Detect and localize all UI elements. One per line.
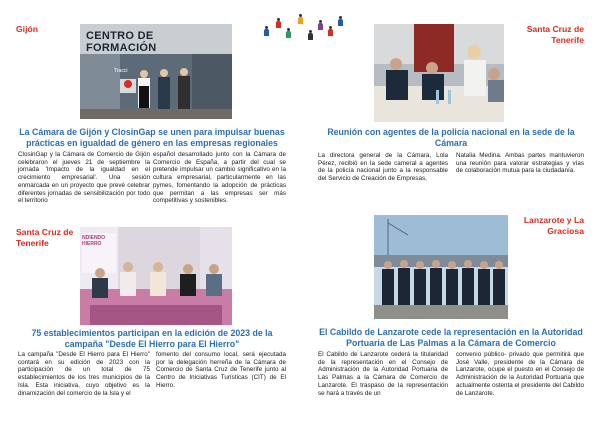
article-title: El Cabildo de Lanzarote cede la representación en la Autoridad Portuaria de Las Palmas a la Cámara de Comercio [319, 327, 583, 348]
article-column-1: El Cabildo de Lanzarote cederá la titularidad de la representación en el Consejo de Administración de la Autoridad Portuaria de Las Palmas a la Cámara de Comercio de Lanzarote. El traspaso de la representación se hará a través de un [318, 351, 448, 397]
article-photo [374, 24, 504, 122]
article-photo [80, 24, 232, 119]
article-column-2: español desarrollado junto con la Cámara de Comercio de España, a partir del cual se pretende impulsar un cambio significativo en la cultura empresarial, particularmente en las pymes, fomentando la adopción de prácticas que permitan a las empresas ser más competitivas y sostenibles. [153, 151, 286, 205]
location-label: Gijón [16, 24, 38, 34]
article-photo [374, 215, 508, 319]
photo-illustration [374, 24, 504, 122]
people-group-icon [262, 12, 344, 42]
article-photo [80, 227, 232, 325]
location-label: Santa Cruz de Tenerife [16, 227, 74, 248]
article-column-2: convenio público- privado que permitirá que José Valle, presidente de la Cámara de Lanzarote, ocupe el puesto en el Consejo de Administración de la Autoridad Portuaria que actualmente ostenta el presidente del Cabildo de Lanzarote. [456, 351, 584, 397]
article-column-1: ClosinGap y la Cámara de Comercio de Gijón celebraron el jueves 21 de septiembre la jornada 'Impacto de la igualdad en el crecimiento empresarial'. Una sesión enmarcada en un proyecto que prevé celebrar diferentes jornadas de sensibilización por todo el territorio [18, 151, 150, 205]
article-column-2: Natalia Medina. Ambas partes mantuvieron una reunión para valorar estrategias y vías de colaboración mutua para la ciudadanía. [456, 152, 584, 175]
photo-sign-text: CENTRO DE FORMACIÓN [86, 30, 157, 54]
article-title: Reunión con agentes de la policía nacional en la sede de la Cámara [327, 127, 575, 148]
photo-banner-text: NDIENDO HIERRO [82, 235, 106, 247]
photo-small-text: Tracci [114, 68, 128, 74]
location-label: Santa Cruz de Tenerife [526, 24, 584, 45]
location-label: Lanzarote y La Graciosa [523, 215, 584, 236]
article-title: 75 establecimientos participan en la edición de 2023 de la campaña "Desde El Hierro para El Hierro" [31, 328, 273, 349]
article-column-2: fomento del consumo local, será ejecutada por la delegación herreña de la Cámara de Comercio de Santa Cruz de Tenerife junto al Centro de Iniciativas Turísticas (CIT) de El Hierro. [156, 351, 286, 389]
article-title: La Cámara de Gijón y ClosinGap se unen para impulsar buenas prácticas en igualdad de género en las empresas regionales [19, 127, 285, 148]
photo-illustration [374, 215, 508, 319]
article-column-1: La directora general de la Cámara, Lola Pérez, recibió en la sede cameral a agentes de la policía nacional junto a la responsable del Servicio de Creación de Empresas, [318, 152, 448, 183]
article-column-1: La campaña "Desde El Hierro para El Hierro" contará en su edición de 2023 con la participación de un total de 75 establecimientos de los tres municipios de la Isla. Esta iniciativa, cuyo objetivo es la dinamización del comercio de la Isla y el [18, 351, 150, 397]
